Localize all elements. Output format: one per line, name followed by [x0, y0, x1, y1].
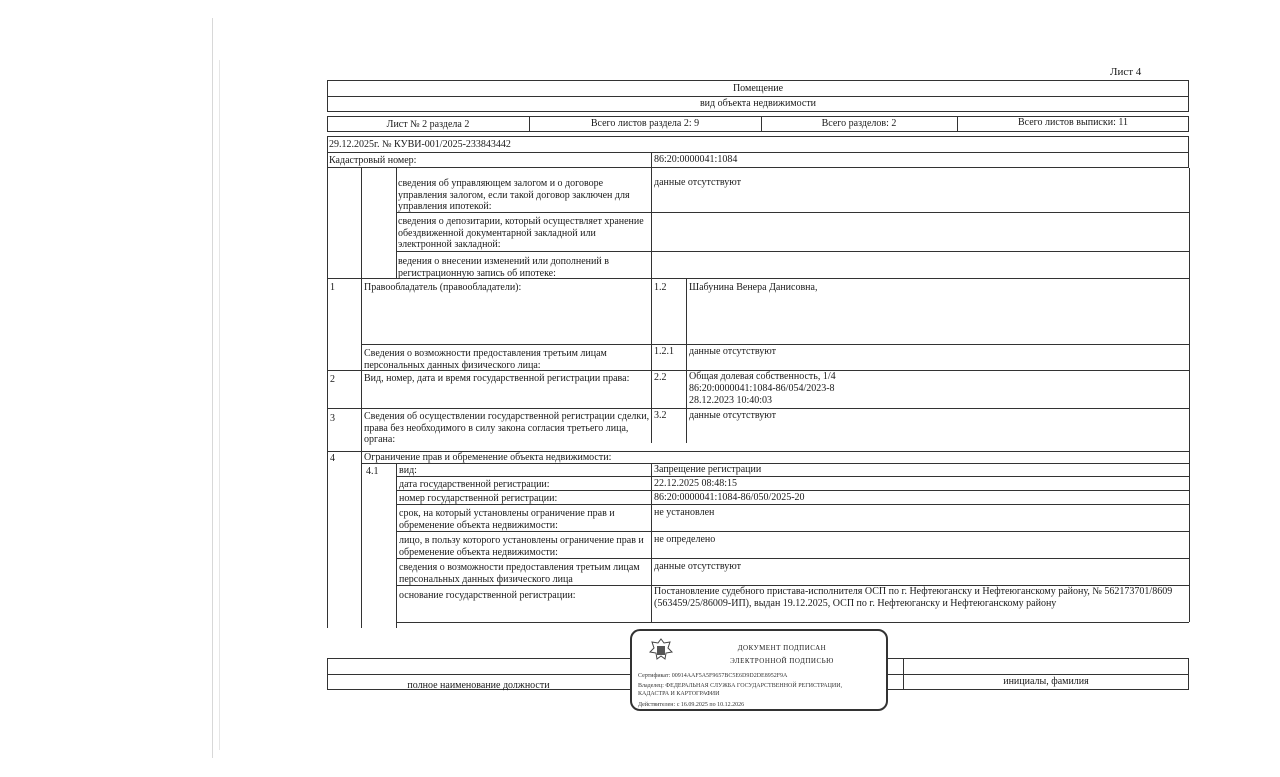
row3-label: Сведения об осуществлении государственной регистрации сделки, права без необходимого в силу закона согласия третьего лица, органа: [364, 411, 650, 445]
encumbrance-number-label: номер государственной регистрации: [399, 493, 558, 504]
right-reg-date: 28.12.2023 10:40:03 [689, 395, 773, 406]
row2-label: Вид, номер, дата и время государственной регистрации права: [364, 373, 630, 384]
stamp-validity: Действителен: с 16.09.2025 по 10.12.2026 [638, 702, 745, 708]
mortgage-manager-label: сведения об управляющем залогом и о договоре управления залогом, если такой договор заключен для управления ипотекой: [398, 178, 630, 212]
section-total-sheets: Всего листов раздела 2: 9 [590, 118, 700, 129]
e-signature-stamp [630, 629, 888, 711]
depositary-label: сведения о депозитарии, который осуществляет хранение обездвиженной документарной закладной или электронной закладной: [398, 216, 644, 250]
encumbrance-privacy-label: сведения о возможности предоставления третьим лицам персональных данных физического лица [399, 562, 640, 585]
row4-number: 4 [330, 453, 335, 464]
stamp-certificate: Сертификат: 00914AAF5A5F9657BC5E6D9D2DE8952F9A [638, 673, 788, 679]
total-sections: Всего разделов: 2 [821, 118, 897, 129]
changes-label: ведения о внесении изменений или дополнений в регистрационную запись об ипотеке: [398, 256, 609, 279]
total-sheets: Всего листов выписки: 11 [1018, 117, 1128, 128]
position-caption: полное наименование должности [407, 680, 550, 691]
stamp-owner: Владелец: ФЕДЕРАЛЬНАЯ СЛУЖБА ГОСУДАРСТВЕННОЙ РЕГИСТРАЦИИ, КАДАСТРА И КАРТОГРАФИИ [638, 683, 843, 697]
encumbrance-basis-label: основание государственной регистрации: [399, 590, 576, 601]
encumbrance-date-value: 22.12.2025 08:48:15 [654, 478, 738, 489]
row3-number: 3 [330, 413, 335, 424]
scan-artifact-line [219, 60, 220, 750]
encumbrance-beneficiary-value: не определено [654, 534, 716, 545]
encumbrance-number-value: 86:20:0000041:1084-86/050/2025-20 [654, 492, 805, 503]
encumbrance-beneficiary-label: лицо, в пользу которого установлены ограничение прав и обременение объекта недвижимости: [399, 535, 644, 558]
doc-date-number: 29.12.2025г. № КУВИ-001/2025-233843442 [329, 139, 511, 150]
right-reg-number: 86:20:0000041:1084-86/054/2023-8 [689, 383, 835, 394]
mortgage-manager-value: данные отсутствуют [654, 177, 741, 188]
encumbrance-term-label: срок, на который установлены ограничение прав и обременение объекта недвижимости: [399, 508, 615, 531]
sheet-of-section: Лист № 2 раздела 2 [386, 119, 470, 130]
row3-code: 3.2 [654, 410, 667, 421]
row2-number: 2 [330, 374, 335, 385]
row2-code: 2.2 [654, 372, 667, 383]
stamp-title-1: ДОКУМЕНТ ПОДПИСАН [737, 644, 827, 652]
row1-label: Правообладатель (правообладатели): [364, 282, 522, 293]
encumbrance-privacy-value: данные отсутствуют [654, 561, 741, 572]
object-type-caption: вид объекта недвижимости [699, 98, 817, 109]
row1-privacy-value: данные отсутствуют [689, 346, 776, 357]
cadastral-value: 86:20:0000041:1084 [654, 154, 738, 165]
encumbrance-term-value: не установлен [654, 507, 715, 518]
encumbrance-kind-label: вид: [399, 465, 417, 476]
cadastral-label: Кадастровый номер: [329, 155, 417, 166]
scan-artifact-line [212, 18, 213, 758]
row4-label: Ограничение прав и обременение объекта недвижимости: [364, 452, 612, 463]
encumbrance-number: 4.1 [366, 466, 379, 477]
row1-privacy-label: Сведения о возможности предоставления третьим лицам персональных данных физического лица: [364, 348, 607, 371]
encumbrance-date-label: дата государственной регистрации: [399, 479, 550, 490]
object-type: Помещение [732, 83, 784, 94]
name-caption: инициалы, фамилия [1003, 676, 1089, 687]
right-holder-name: Шабунина Венера Данисовна, [689, 282, 818, 293]
encumbrance-basis-value: Постановление судебного пристава-исполнителя ОСП по г. Нефтеюганску и Нефтеюганскому району, № 562173701/8609 (563459/25/86009-ИП), выдан 19.12.2025, ОСП по г. Нефтеюганску и Нефтеюганскому району [654, 586, 1173, 609]
table-left-border [327, 168, 328, 628]
emblem-icon [648, 637, 674, 663]
row1-code: 1.2 [654, 282, 667, 293]
row1-privacy-code: 1.2.1 [654, 346, 674, 357]
stamp-title-2: ЭЛЕКТРОННОЙ ПОДПИСЬЮ [730, 657, 834, 665]
sheet-label: Лист 4 [1110, 66, 1142, 78]
row3-value: данные отсутствуют [689, 410, 776, 421]
encumbrance-kind-value: Запрещение регистрации [654, 464, 762, 475]
row1-number: 1 [330, 282, 335, 293]
right-type: Общая долевая собственность, 1/4 [689, 371, 836, 382]
